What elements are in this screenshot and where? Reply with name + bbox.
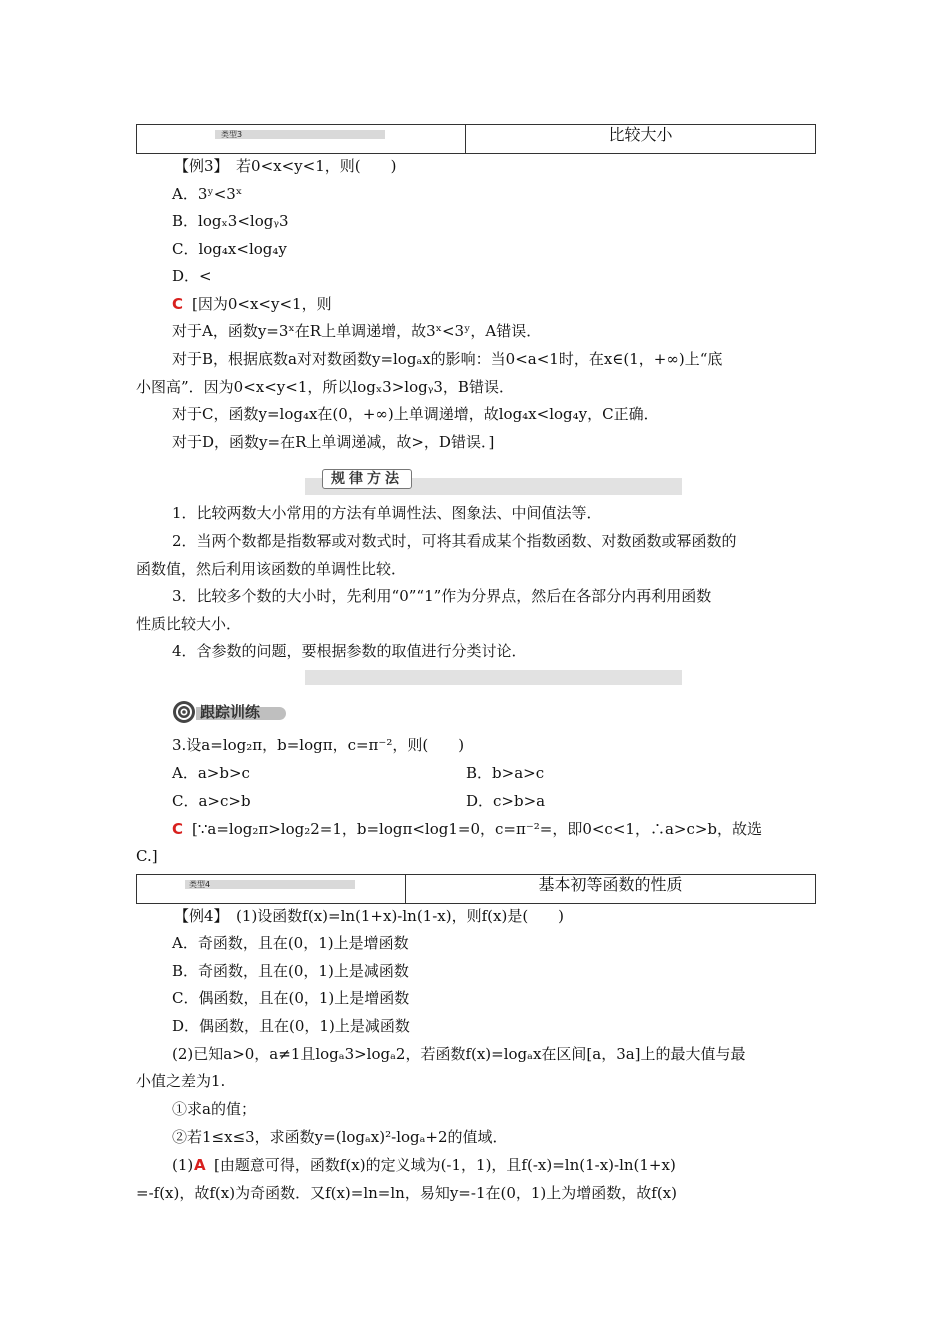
example4-answer-prefix: (1) bbox=[172, 1156, 194, 1174]
example4-part2-line: (2)已知a>0，a≠1且logₐ3>logₐ2，若函数f(x)=logₐx在区间[a，3a]上的最大值与最 bbox=[172, 1045, 746, 1063]
method-line: 1．比较两数大小常用的方法有单调性法、图象法、中间值法等． bbox=[172, 504, 602, 522]
section-header-3 bbox=[136, 124, 816, 154]
practice-option-b: B．b>a>c bbox=[466, 764, 545, 782]
example4-subquestion-2: ②若1≤x≤3，求函数y=(logₐx)²-logₐ+2的值域． bbox=[172, 1128, 508, 1146]
example4-subquestion-1: ①求a的值； bbox=[172, 1100, 256, 1118]
example4-option-b: B．奇函数，且在(0，1)上是减函数 bbox=[172, 962, 409, 980]
example3-solution-line: 对于D，函数y=在R上单调递减，故>，D错误．] bbox=[172, 433, 495, 451]
example3-option-d: D．< bbox=[172, 267, 212, 285]
section-title: 比较大小 bbox=[608, 125, 673, 144]
practice-answer-letter: C bbox=[172, 820, 184, 838]
example4-option-c: C．偶函数，且在(0，1)上是增函数 bbox=[172, 989, 410, 1007]
practice-answer-line: [∵a=log₂π>log₂2=1，b=logπ<log1=0，c=π⁻²=，即0<c<1，∴a>c>b，故选 bbox=[192, 820, 763, 838]
example3-answer-letter: C bbox=[172, 295, 184, 313]
example4-option-d: D．偶函数，且在(0，1)上是减函数 bbox=[172, 1017, 410, 1035]
practice-label: 跟踪训练 bbox=[200, 703, 261, 721]
example4-answer-line: =-f(x)，故f(x)为奇函数．又f(x)=ln=ln，易知y=-1在(0，1)上为增函数，故f(x) bbox=[136, 1184, 677, 1202]
practice-option-c: C．a>c>b bbox=[172, 792, 251, 810]
method-label: 规律方法 bbox=[322, 469, 412, 489]
section-tag-label: 类型3 bbox=[221, 130, 243, 139]
method-line: 4．含参数的问题，要根据参数的取值进行分类讨论． bbox=[172, 642, 527, 660]
example4-part2-line: 小值之差为1. bbox=[136, 1072, 226, 1090]
example3-solution-line: 对于A，函数y=3ˣ在R上单调递增，故3ˣ<3ʸ，A错误． bbox=[172, 322, 542, 340]
section-title: 基本初等函数的性质 bbox=[538, 875, 683, 894]
example3-solution-line: [因为0<x<y<1，则 bbox=[192, 295, 332, 313]
method-line: 3．比较多个数的大小时，先利用“0”“1”作为分界点，然后在各部分内再利用函数 bbox=[172, 587, 712, 605]
example3-option-b: B．logₓ3<logᵧ3 bbox=[172, 212, 289, 230]
practice-option-d: D．c>b>a bbox=[466, 792, 546, 810]
section-tag-bar bbox=[185, 880, 355, 889]
practice-answer-line: C.] bbox=[136, 847, 158, 865]
method-end-band bbox=[305, 670, 682, 685]
example4-answer-letter: A bbox=[194, 1156, 206, 1174]
method-line: 函数值，然后利用该函数的单调性比较． bbox=[136, 560, 407, 578]
example4-heading: 【例4】 (1)设函数f(x)=ln(1+x)-ln(1-x)，则f(x)是( ) bbox=[174, 907, 565, 925]
example3-heading: 【例3】 若0<x<y<1，则( ) bbox=[174, 157, 397, 175]
example3-option-c: C．log₄x<log₄y bbox=[172, 240, 287, 258]
example4-answer-line: [由题意可得，函数f(x)的定义域为(-1，1)，且f(-x)=ln(1-x)-ln(1+x) bbox=[214, 1156, 676, 1174]
practice-question: 3.设a=log₂π，b=logπ，c=π⁻²，则( ) bbox=[172, 736, 465, 754]
example4-option-a: A．奇函数，且在(0，1)上是增函数 bbox=[172, 934, 409, 952]
section-header-4 bbox=[136, 874, 816, 904]
section-tag-label: 类型4 bbox=[189, 880, 211, 889]
example3-solution-line: 对于B，根据底数a对对数函数y=logₐx的影响：当0<a<1时，在x∈(1，+∞)上“底 bbox=[172, 350, 723, 368]
target-icon bbox=[172, 700, 196, 724]
example3-option-a: A．3ʸ<3ˣ bbox=[172, 185, 243, 203]
method-line: 2．当两个数都是指数幂或对数式时，可将其看成某个指数函数、对数函数或幂函数的 bbox=[172, 532, 737, 550]
method-line: 性质比较大小． bbox=[136, 615, 242, 633]
practice-option-a: A．a>b>c bbox=[172, 764, 250, 782]
example3-solution-line: 对于C，函数y=log₄x在(0，+∞)上单调递增，故log₄x<log₄y，C正确． bbox=[172, 405, 659, 423]
example3-solution-line: 小图高”．因为0<x<y<1，所以logₓ3>logᵧ3，B错误． bbox=[136, 378, 514, 396]
